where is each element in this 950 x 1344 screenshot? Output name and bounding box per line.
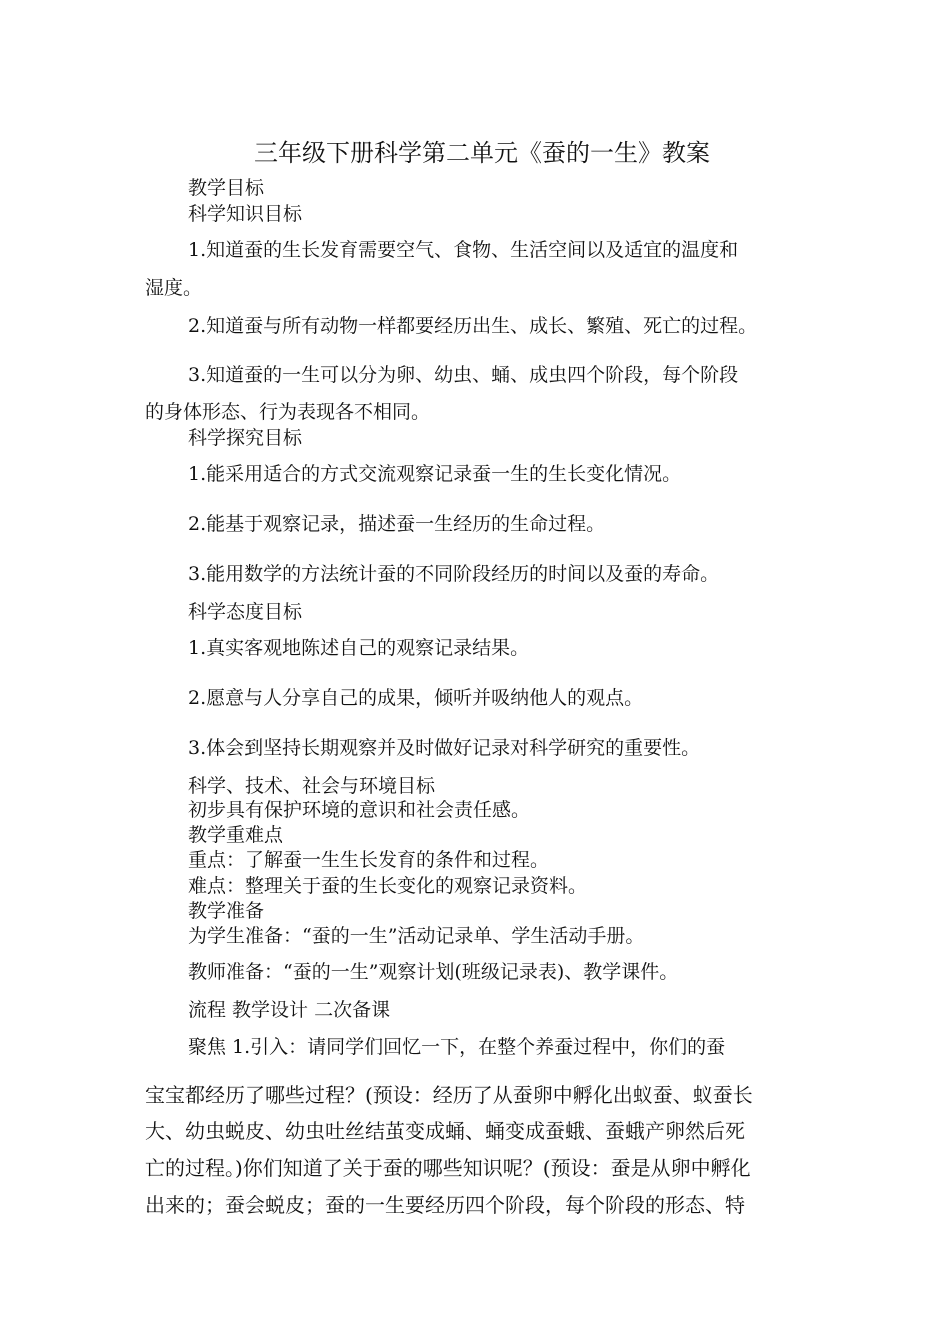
focus-intro: 聚焦 1.引入：请同学们回忆一下，在整个养蚕过程中，你们的蚕 <box>188 1036 726 1058</box>
paragraph-line-1: 宝宝都经历了哪些过程？(预设：经历了从蚕卵中孵化出蚁蚕、蚁蚕长 <box>145 1083 753 1107</box>
heading-key-points: 教学重难点 <box>188 824 284 846</box>
paragraph-line-4: 出来的；蚕会蜕皮；蚕的一生要经历四个阶段，每个阶段的形态、特 <box>145 1193 745 1217</box>
heading-knowledge-goals: 科学知识目标 <box>188 203 303 225</box>
difficult-point: 难点：整理关于蚕的生长变化的观察记录资料。 <box>188 875 588 897</box>
knowledge-goal-1: 1.知道蚕的生长发育需要空气、食物、生活空间以及适宜的温度和 <box>188 239 739 261</box>
paragraph-line-2: 大、幼虫蜕皮、幼虫吐丝结茧变成蛹、蛹变成蚕蛾、蚕蛾产卵然后死 <box>145 1119 745 1143</box>
table-header-row: 流程 教学设计 二次备课 <box>188 999 391 1021</box>
knowledge-goal-1-cont: 湿度。 <box>145 277 203 299</box>
knowledge-goal-3: 3.知道蚕的一生可以分为卵、幼虫、蛹、成虫四个阶段，每个阶段 <box>188 364 739 386</box>
document-title: 三年级下册科学第二单元《蚕的一生》教案 <box>254 139 710 167</box>
heading-stse-goals: 科学、技术、社会与环境目标 <box>188 775 436 797</box>
attitude-goal-1: 1.真实客观地陈述自己的观察记录结果。 <box>188 637 530 659</box>
heading-teaching-goals: 教学目标 <box>188 177 265 199</box>
inquiry-goal-3: 3.能用数学的方法统计蚕的不同阶段经历的时间以及蚕的寿命。 <box>188 563 720 585</box>
heading-preparation: 教学准备 <box>188 900 265 922</box>
attitude-goal-2: 2.愿意与人分享自己的成果，倾听并吸纳他人的观点。 <box>188 687 644 709</box>
knowledge-goal-2: 2.知道蚕与所有动物一样都要经历出生、成长、繁殖、死亡的过程。 <box>188 315 758 337</box>
key-point: 重点：了解蚕一生生长发育的条件和过程。 <box>188 849 550 871</box>
student-preparation: 为学生准备：“蚕的一生”活动记录单、学生活动手册。 <box>188 925 645 947</box>
inquiry-goal-2: 2.能基于观察记录，描述蚕一生经历的生命过程。 <box>188 513 606 535</box>
attitude-goal-3: 3.体会到坚持长期观察并及时做好记录对科学研究的重要性。 <box>188 737 701 759</box>
inquiry-goal-1: 1.能采用适合的方式交流观察记录蚕一生的生长变化情况。 <box>188 463 682 485</box>
stse-goal: 初步具有保护环境的意识和社会责任感。 <box>188 799 531 821</box>
heading-attitude-goals: 科学态度目标 <box>188 601 303 623</box>
paragraph-line-3: 亡的过程。)你们知道了关于蚕的哪些知识呢？(预设：蚕是从卵中孵化 <box>145 1156 751 1180</box>
teacher-preparation: 教师准备：“蚕的一生”观察计划(班级记录表)、教学课件。 <box>188 961 679 983</box>
knowledge-goal-3-cont: 的身体形态、行为表现各不相同。 <box>145 401 431 423</box>
heading-inquiry-goals: 科学探究目标 <box>188 427 303 449</box>
